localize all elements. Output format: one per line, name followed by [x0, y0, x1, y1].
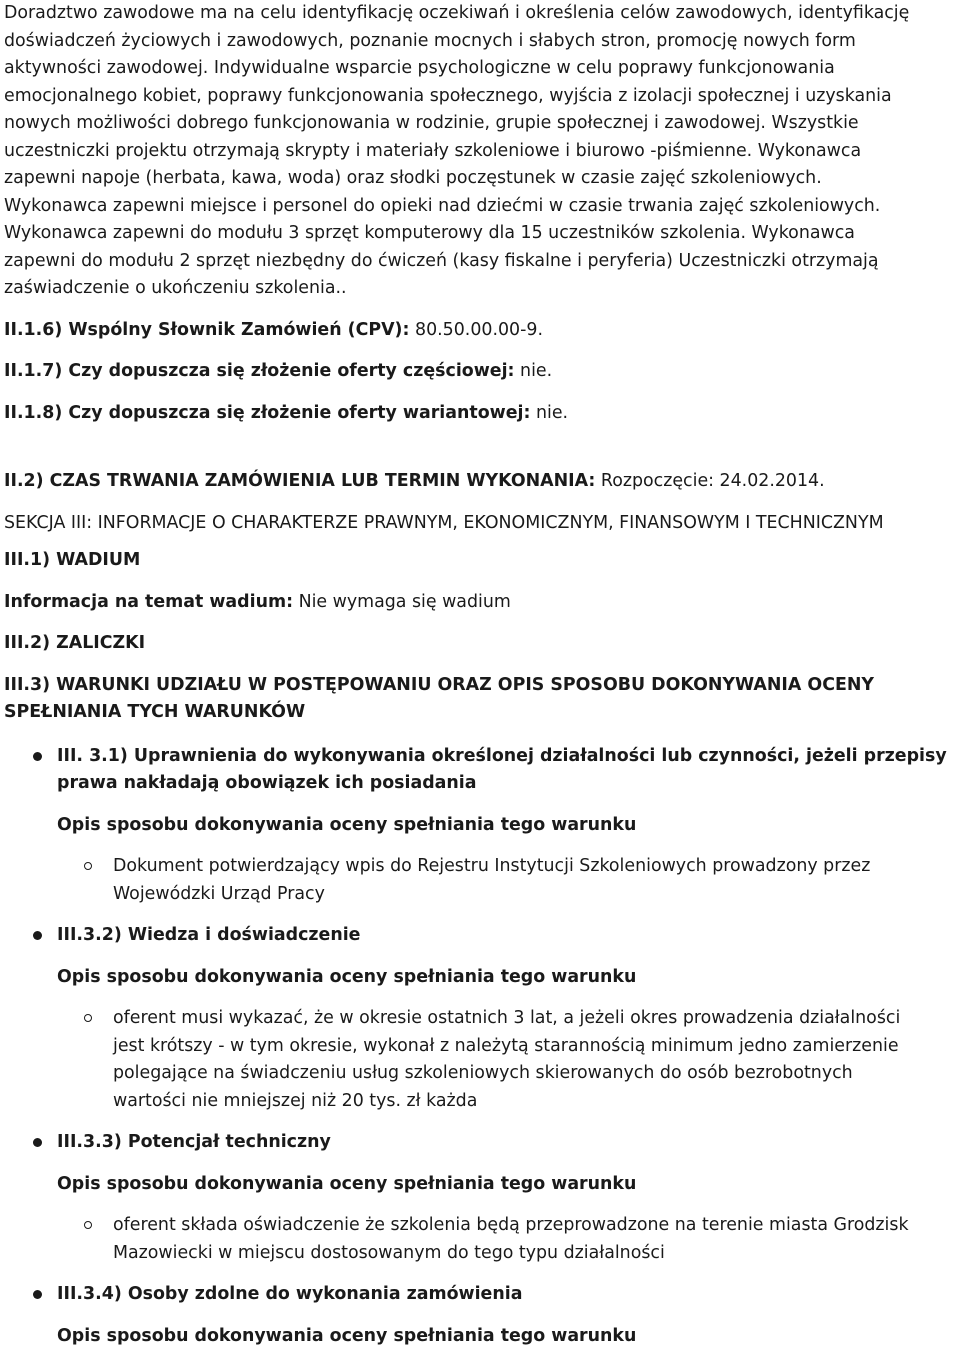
condition-item — [4, 1129, 954, 1267]
intro-line: aktywności zawodowej. Indywidualne wsparcie psychologiczne w celu poprawy funkcjonowania — [4, 58, 835, 78]
partial-offer-value: nie. — [520, 361, 553, 381]
condition-detail-item — [57, 853, 954, 908]
intro-line: uczestniczki projektu otrzymają skrypty i materiały szkoleniowe i biurowo -piśmienne. Wykonawca — [4, 140, 862, 161]
condition-opis — [57, 1323, 954, 1351]
partial-offer-line — [4, 358, 954, 386]
condition-title-line: III. 3.1) Uprawnienia do wykonywania określonej działalności lub czynności, jeżeli przepisy — [57, 745, 947, 766]
zaliczki-heading — [4, 630, 954, 658]
bullet-icon — [33, 752, 42, 761]
duration-value: Rozpoczęcie: 24.02.2014. — [600, 471, 825, 491]
bullet-icon — [33, 931, 42, 940]
intro-line: emocjonalnego kobiet, poprawy funkcjonowania społecznego, wyjścia z izolacji społecznej i uzyskania — [4, 85, 892, 106]
condition-detail-line: oferent musi wykazać, że w okresie ostatnich 3 lat, a jeżeli okres prowadzenia działalności — [113, 1008, 901, 1028]
intro-line: zaświadczenie o ukończeniu szkolenia.. — [4, 278, 347, 298]
condition-opis — [57, 964, 954, 992]
condition-details-list — [57, 1212, 954, 1267]
condition-title-line: III.3.3) Potencjał techniczny — [57, 1132, 331, 1152]
cpv-line — [4, 317, 954, 345]
condition-opis-text: Opis sposobu dokonywania oceny spełniania tego warunku — [57, 814, 637, 835]
warunki-heading-line: SPEŁNIANIA TYCH WARUNKÓW — [4, 702, 306, 722]
condition-detail-line: wartości nie mniejszej niż 20 tys. zł każda — [113, 1090, 478, 1111]
condition-detail-line: Mazowiecki w miejscu dostosowanym do tego typu działalności — [113, 1242, 665, 1263]
variant-offer-value: nie. — [535, 402, 569, 423]
condition-opis-text: Opis sposobu dokonywania oceny spełniania tego warunku — [57, 1325, 637, 1346]
cpv-value: 80.50.00.00-9. — [415, 319, 543, 340]
zaliczki-heading-text: III.2) ZALICZKI — [4, 633, 146, 653]
warunki-heading-line: III.3) WARUNKI UDZIAŁU W POSTĘPOWANIU ORAZ OPIS SPOSOBU DOKONYWANIA OCENY — [4, 674, 874, 695]
condition-detail-line: Dokument potwierdzający wpis do Rejestru Instytucji Szkoleniowych prowadzony przez — [113, 856, 871, 876]
wadium-info-line — [4, 589, 954, 617]
wadium-heading — [4, 547, 954, 575]
condition-detail-item — [57, 1005, 954, 1115]
section-3-title: SEKCJA III: INFORMACJE O CHARAKTERZE PRAWNYM, EKONOMICZNYM, FINANSOWYM I TECHNICZNYM — [4, 512, 884, 533]
partial-offer-label: II.1.7) Czy dopuszcza się złożenie oferty częściowej: — [4, 361, 515, 381]
intro-line: Wykonawca zapewni do modułu 3 sprzęt komputerowy dla 15 uczestników szkolenia. Wykonawca — [4, 223, 855, 243]
variant-offer-label: II.1.8) Czy dopuszcza się złożenie oferty wariantowej: — [4, 402, 531, 423]
condition-opis — [57, 1171, 954, 1199]
circle-bullet-icon — [84, 1221, 92, 1229]
condition-title-line: III.3.2) Wiedza i doświadczenie — [57, 925, 361, 945]
wadium-info-label: Informacja na temat wadium: — [4, 591, 294, 612]
conditions-list — [4, 743, 954, 1351]
duration-line — [4, 468, 954, 496]
intro-line: Doradztwo zawodowe ma na celu identyfikację oczekiwań i określenia celów zawodowych, identyfikację — [4, 3, 910, 23]
condition-opis — [57, 812, 954, 840]
condition-detail-line: jest krótszy - w tym okresie, wykonał z należytą starannością minimum jedno zamierzenie — [113, 1035, 899, 1056]
condition-detail-line: Wojewódzki Urząd Pracy — [113, 883, 325, 904]
condition-title-line: III.3.4) Osoby zdolne do wykonania zamówienia — [57, 1284, 523, 1304]
condition-title-line: prawa nakładają obowiązek ich posiadania — [57, 773, 477, 793]
condition-opis-text: Opis sposobu dokonywania oceny spełniania tego warunku — [57, 966, 637, 987]
condition-detail-line: polegające na świadczeniu usług szkoleniowych skierowanych do osób bezrobotnych — [113, 1063, 853, 1083]
duration-label: II.2) CZAS TRWANIA ZAMÓWIENIA LUB TERMIN WYKONANIA: — [4, 471, 596, 491]
cpv-label: II.1.6) Wspólny Słownik Zamówień (CPV): — [4, 319, 410, 340]
circle-bullet-icon — [84, 1014, 92, 1022]
intro-paragraph — [4, 0, 954, 303]
bullet-icon — [33, 1138, 42, 1147]
condition-details-list — [57, 1005, 954, 1115]
wadium-heading-text: III.1) WADIUM — [4, 550, 141, 570]
condition-detail-line: oferent składa oświadczenie że szkolenia będą przeprowadzone na terenie miasta Grodzisk — [113, 1215, 909, 1235]
circle-bullet-icon — [84, 862, 92, 870]
intro-line: zapewni do modułu 2 sprzęt niezbędny do ćwiczeń (kasy fiskalne i peryferia) Uczestniczki otrzymają — [4, 250, 879, 271]
condition-opis-text: Opis sposobu dokonywania oceny spełniania tego warunku — [57, 1173, 637, 1194]
condition-item — [4, 1281, 954, 1350]
intro-line: zapewni napoje (herbata, kawa, woda) oraz słodki poczęstunek w czasie zajęć szkoleniowych. — [4, 168, 822, 188]
condition-item — [4, 743, 954, 909]
variant-offer-line — [4, 400, 954, 428]
bullet-icon — [33, 1290, 42, 1299]
condition-item — [4, 922, 954, 1115]
intro-line: doświadczeń życiowych i zawodowych, poznanie mocnych i słabych stron, promocję nowych form — [4, 30, 856, 51]
wadium-info-value: Nie wymaga się wadium — [298, 591, 511, 612]
intro-line: nowych możliwości dobrego funkcjonowania w rodzinie, grupie społecznej i zawodowej. Wszystkie — [4, 113, 859, 133]
intro-line: Wykonawca zapewni miejsce i personel do opieki nad dziećmi w czasie trwania zajęć szkoleniowych. — [4, 195, 881, 216]
condition-details-list — [57, 853, 954, 908]
condition-detail-item — [57, 1212, 954, 1267]
warunki-heading — [4, 672, 954, 727]
